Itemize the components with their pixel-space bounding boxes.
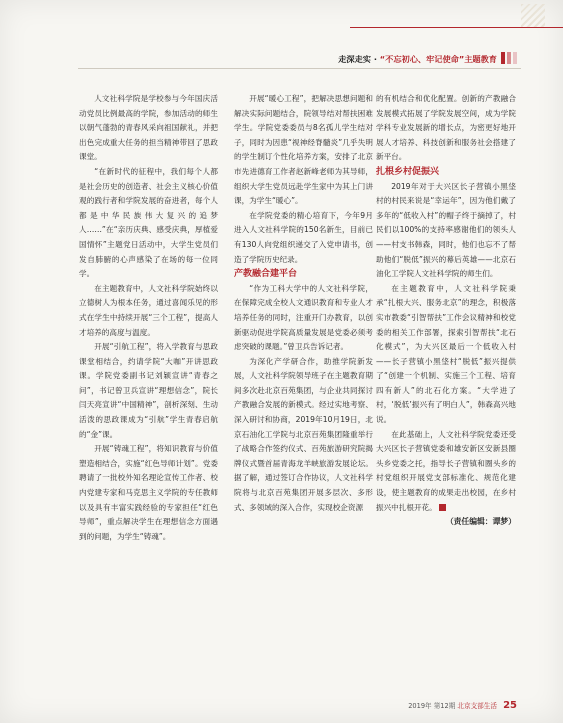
paragraph: 开展“铸魂工程”，将知识教育与价值塑造相结合，实施“红色导师计划”。党委聘请了一批校外知名理论宣传工作者、校内党建专家和马克思主义学院的专任教师以及具有丰富实践经验的专家担任“红色导师”，重点解决学生在理想信念方面遇到的问题，为学生“铸魂”。 xyxy=(79,444,218,541)
page-header xyxy=(0,0,563,80)
page-footer xyxy=(408,700,517,711)
paragraph: 开展“暖心工程”，把解决思想问题和解决实际问题结合，院领导结对帮扶困难学生。学院党委委员与8名孤儿学生结对子，同时为因患“视神经脊髓炎”几乎失明的学生制订个性化培养方案，安排了北京市先进德育工作者赵新峰老师为其导师，组织大学生党员远赴学生家中为其上门讲课，为学生“暖心”。 xyxy=(234,94,373,206)
end-mark-icon xyxy=(439,504,446,511)
page-number: 25 xyxy=(503,700,517,711)
paragraph: 在主题教育中，人文社科学院始终以立德树人为根本任务，通过喜闻乐见的形式在学生中持续开展“三个工程”，提高人才培养的高度与温度。 xyxy=(79,283,218,337)
paragraph: 2019年对于大兴区长子营镇小黑垡村的村民来说是“幸运年”，因为他们戴了多年的“低收入村”的帽子终于摘掉了，村民们以100%的支持率感谢他们的领头人——村支书韩森，同时，他们也忘不了帮助他们“脱低”振兴的幕后英雄——北京石油化工学院人文社科学院的师生们。 xyxy=(376,181,516,279)
paragraph: 开展“引航工程”，将入学教育与思政课堂相结合，约请学院“大咖”开讲思政课。学院党委副书记刘颖宣讲“青春之问”，书记曾卫兵宣讲“理想信念”，院长闫天亮宣讲“中国精神”，剖析深刻、生动活泼的思政课成为“引航”学生青春启航的“金”课。 xyxy=(79,342,218,439)
paragraph-text: 在此基础上，人文社科学院党委还受大兴区长子营镇党委和雄安新区安新县圈头乡党委之托，指导长子营镇和圈头乡的村党组织开展党支部标准化、规范化建设，使主题教育的成果走出校园，在乡村振兴中扎根开花。 xyxy=(376,429,516,512)
paragraph: “在新时代的征程中，我们每个人都是社会历史的创造者、社会主义核心价值观的践行者和学院发展的奋进者，每个人都是中华民族伟大复兴的追梦人……”在“亲历庆典、感受庆典，厚植爱国情怀”主题党日活动中，大学生党员们发自肺腑的心声感染了在场的每一位同学。 xyxy=(79,166,218,279)
header-color-bars xyxy=(501,52,517,64)
paragraph xyxy=(376,428,516,516)
paragraph: 为深化产学研合作，助推学院新发展，人文社科学院领导班子在主题教育期间多次赴北京百苑集团，与企业共同探讨产教融合发展的新模式。经过实地考察、深入研讨和协商，2019年10月19日，北京石油化工学院与北京百苑集团隆重举行了战略合作签约仪式、百苑旅游研究院揭牌仪式暨首届青海龙羊峡旅游发展论坛。据了解，通过签订合作协议，人文社科学院将与北京百苑集团开展多层次、多形式、多领域的深入合作，实现校企资源 xyxy=(234,356,373,512)
section-heading: 产教融合建平台 xyxy=(234,269,298,280)
editor-credit: （责任编辑：谭梦） xyxy=(445,517,516,527)
paragraph: 在主题教育中，人文社科学院秉承“扎根大兴、服务北京”的理念，积极落实市教委“引智帮扶”工作会议精神和校党委的相关工作部署，探索引智帮扶“北石化模式”，为大兴区最后一个低收入村——长子营镇小黑垡村“脱低”振兴提供了“创建一个机制、实施三个工程、培育四有新人”的北石化方案。“大学进了村，‘脱低’振兴有了明白人”，韩森高兴地说。 xyxy=(376,283,516,425)
paragraph: 的有机结合和优化配置。创新的产教融合发展模式拓展了学院发展空间，成为学院学科专业发展新的增长点，为密更好地开展人才培养、科技创新和服务社会搭建了新平台。 xyxy=(376,94,516,162)
magazine-name: 北京支部生活 xyxy=(457,702,497,710)
text-column-2 xyxy=(234,92,373,515)
paragraph: 在学院党委的精心培育下，今年9月进入人文社科学院的150名新生，目前已有130人向党组织递交了入党申请书，创造了学院历史纪录。 xyxy=(234,210,373,264)
column-title xyxy=(338,54,497,65)
column-prefix: 走深走实 · xyxy=(338,54,380,64)
corner-pattern xyxy=(521,4,545,28)
text-column-3 xyxy=(376,92,516,530)
section-heading: 扎根乡村促振兴 xyxy=(376,166,440,177)
paragraph: “作为工科大学中的人文社科学院，在保障完成全校人文通识教育和专业人才培养任务的同时，注重开门办教育，以创新驱动促进学院高质量发展是党委必须考虑突破的课题。”曾卫兵告诉记者。 xyxy=(234,283,373,352)
text-column-1 xyxy=(79,92,218,544)
paragraph: 人文社科学院是学校参与今年国庆活动党员比例最高的学院，参加活动的师生以朝气蓬勃的青春风采向祖国献礼，并把出色完成重大任务的担当精神带回了思政课堂。 xyxy=(79,94,218,162)
header-top-rule xyxy=(350,27,563,28)
header-divider xyxy=(78,68,521,69)
issue-label: 2019年 第12期 xyxy=(408,702,456,710)
column-theme: “不忘初心、牢记使命”主题教育 xyxy=(379,54,497,64)
